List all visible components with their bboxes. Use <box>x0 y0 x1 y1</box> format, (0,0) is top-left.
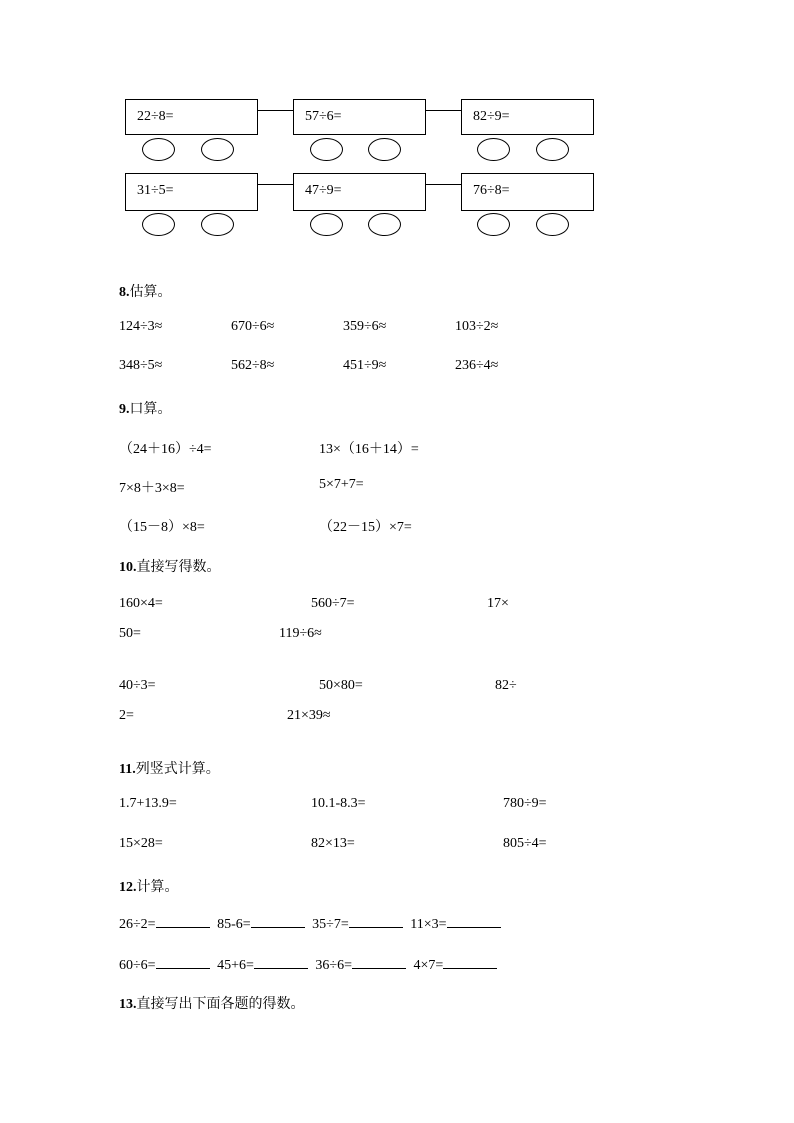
calc-problem: 11×3= <box>410 917 447 932</box>
train-connector <box>258 184 293 185</box>
direct-answer-problem: 50×80= <box>319 678 363 693</box>
section-title-text: 计算。 <box>136 879 179 895</box>
direct-answer-problem: 2= <box>119 708 134 723</box>
train-box-expression: 82÷9= <box>473 109 510 124</box>
answer-blank[interactable] <box>251 915 305 928</box>
section-10-title <box>119 556 221 576</box>
train-box <box>461 173 594 211</box>
train-box-expression: 47÷9= <box>305 183 342 198</box>
section-12-title <box>119 876 179 896</box>
mental-math-problem: 7×8＋3×8= <box>119 481 185 496</box>
direct-answer-problem: 160×4= <box>119 596 163 611</box>
answer-wheel[interactable] <box>142 138 175 161</box>
answer-blank[interactable] <box>352 956 406 969</box>
direct-answer-problem: 119÷6≈ <box>279 626 322 641</box>
calc-problem: 85-6= <box>217 917 251 932</box>
estimate-problem: 124÷3≈ <box>119 319 163 334</box>
section-9-title <box>119 398 172 418</box>
mental-math-problem: 13×（16＋14）= <box>319 442 419 457</box>
train-box-expression: 76÷8= <box>473 183 510 198</box>
answer-blank[interactable] <box>349 915 403 928</box>
vertical-calc-problem: 10.1-8.3= <box>311 796 366 811</box>
answer-blank[interactable] <box>443 956 497 969</box>
train-box <box>125 173 258 211</box>
vertical-calc-problem: 15×28= <box>119 836 163 851</box>
mental-math-problem: （22－15）×7= <box>319 520 412 535</box>
answer-wheel[interactable] <box>310 213 343 236</box>
mental-math-problem: （15－8）×8= <box>119 520 205 535</box>
direct-answer-problem: 560÷7= <box>311 596 355 611</box>
train-box <box>293 99 426 135</box>
train-box <box>125 99 258 135</box>
answer-wheel[interactable] <box>477 138 510 161</box>
estimate-problem: 236÷4≈ <box>455 358 499 373</box>
direct-answer-problem: 82÷ <box>495 678 517 693</box>
calc-problem: 4×7= <box>413 958 444 973</box>
answer-wheel[interactable] <box>310 138 343 161</box>
answer-wheel[interactable] <box>368 138 401 161</box>
section-number: 13. <box>119 997 137 1012</box>
answer-blank[interactable] <box>447 915 501 928</box>
answer-blank[interactable] <box>254 956 308 969</box>
train-connector <box>258 110 293 111</box>
section-number: 12. <box>119 880 137 895</box>
section-number: 8. <box>119 285 130 300</box>
calc-row-2 <box>119 956 501 974</box>
section-11-title <box>119 758 220 778</box>
direct-answer-problem: 17× <box>487 596 509 611</box>
answer-wheel[interactable] <box>536 213 569 236</box>
section-number: 11. <box>119 762 136 777</box>
section-13-title <box>119 993 305 1013</box>
section-number: 9. <box>119 402 130 417</box>
answer-wheel[interactable] <box>201 138 234 161</box>
estimate-problem: 670÷6≈ <box>231 319 275 334</box>
answer-wheel[interactable] <box>477 213 510 236</box>
calc-problem: 60÷6= <box>119 958 156 973</box>
vertical-calc-problem: 780÷9= <box>503 796 547 811</box>
train-box-expression: 22÷8= <box>137 109 174 124</box>
estimate-problem: 103÷2≈ <box>455 319 499 334</box>
answer-wheel[interactable] <box>142 213 175 236</box>
calc-row-1 <box>119 915 505 933</box>
calc-problem: 35÷7= <box>312 917 349 932</box>
answer-wheel[interactable] <box>536 138 569 161</box>
answer-blank[interactable] <box>156 956 210 969</box>
estimate-problem: 359÷6≈ <box>343 319 387 334</box>
train-box <box>461 99 594 135</box>
section-title-text: 直接写出下面各题的得数。 <box>136 996 305 1012</box>
section-8-title <box>119 281 172 301</box>
section-title-text: 估算。 <box>129 284 172 300</box>
train-box-expression: 31÷5= <box>137 183 174 198</box>
vertical-calc-problem: 82×13= <box>311 836 355 851</box>
direct-answer-problem: 21×39≈ <box>287 708 331 723</box>
answer-wheel[interactable] <box>368 213 401 236</box>
section-number: 10. <box>119 560 137 575</box>
answer-wheel[interactable] <box>201 213 234 236</box>
mental-math-problem: （24＋16）÷4= <box>119 442 212 457</box>
estimate-problem: 451÷9≈ <box>343 358 387 373</box>
calc-problem: 45+6= <box>217 958 254 973</box>
vertical-calc-problem: 1.7+13.9= <box>119 796 177 811</box>
train-connector <box>426 110 461 111</box>
direct-answer-problem: 50= <box>119 626 141 641</box>
estimate-problem: 348÷5≈ <box>119 358 163 373</box>
calc-problem: 26÷2= <box>119 917 156 932</box>
section-title-text: 列竖式计算。 <box>135 761 220 777</box>
train-connector <box>426 184 461 185</box>
estimate-problem: 562÷8≈ <box>231 358 275 373</box>
calc-problem: 36÷6= <box>315 958 352 973</box>
vertical-calc-problem: 805÷4= <box>503 836 547 851</box>
section-title-text: 直接写得数。 <box>136 559 221 575</box>
section-title-text: 口算。 <box>129 401 172 417</box>
direct-answer-problem: 40÷3= <box>119 678 156 693</box>
train-box <box>293 173 426 211</box>
train-box-expression: 57÷6= <box>305 109 342 124</box>
mental-math-problem: 5×7+7= <box>319 477 364 492</box>
answer-blank[interactable] <box>156 915 210 928</box>
